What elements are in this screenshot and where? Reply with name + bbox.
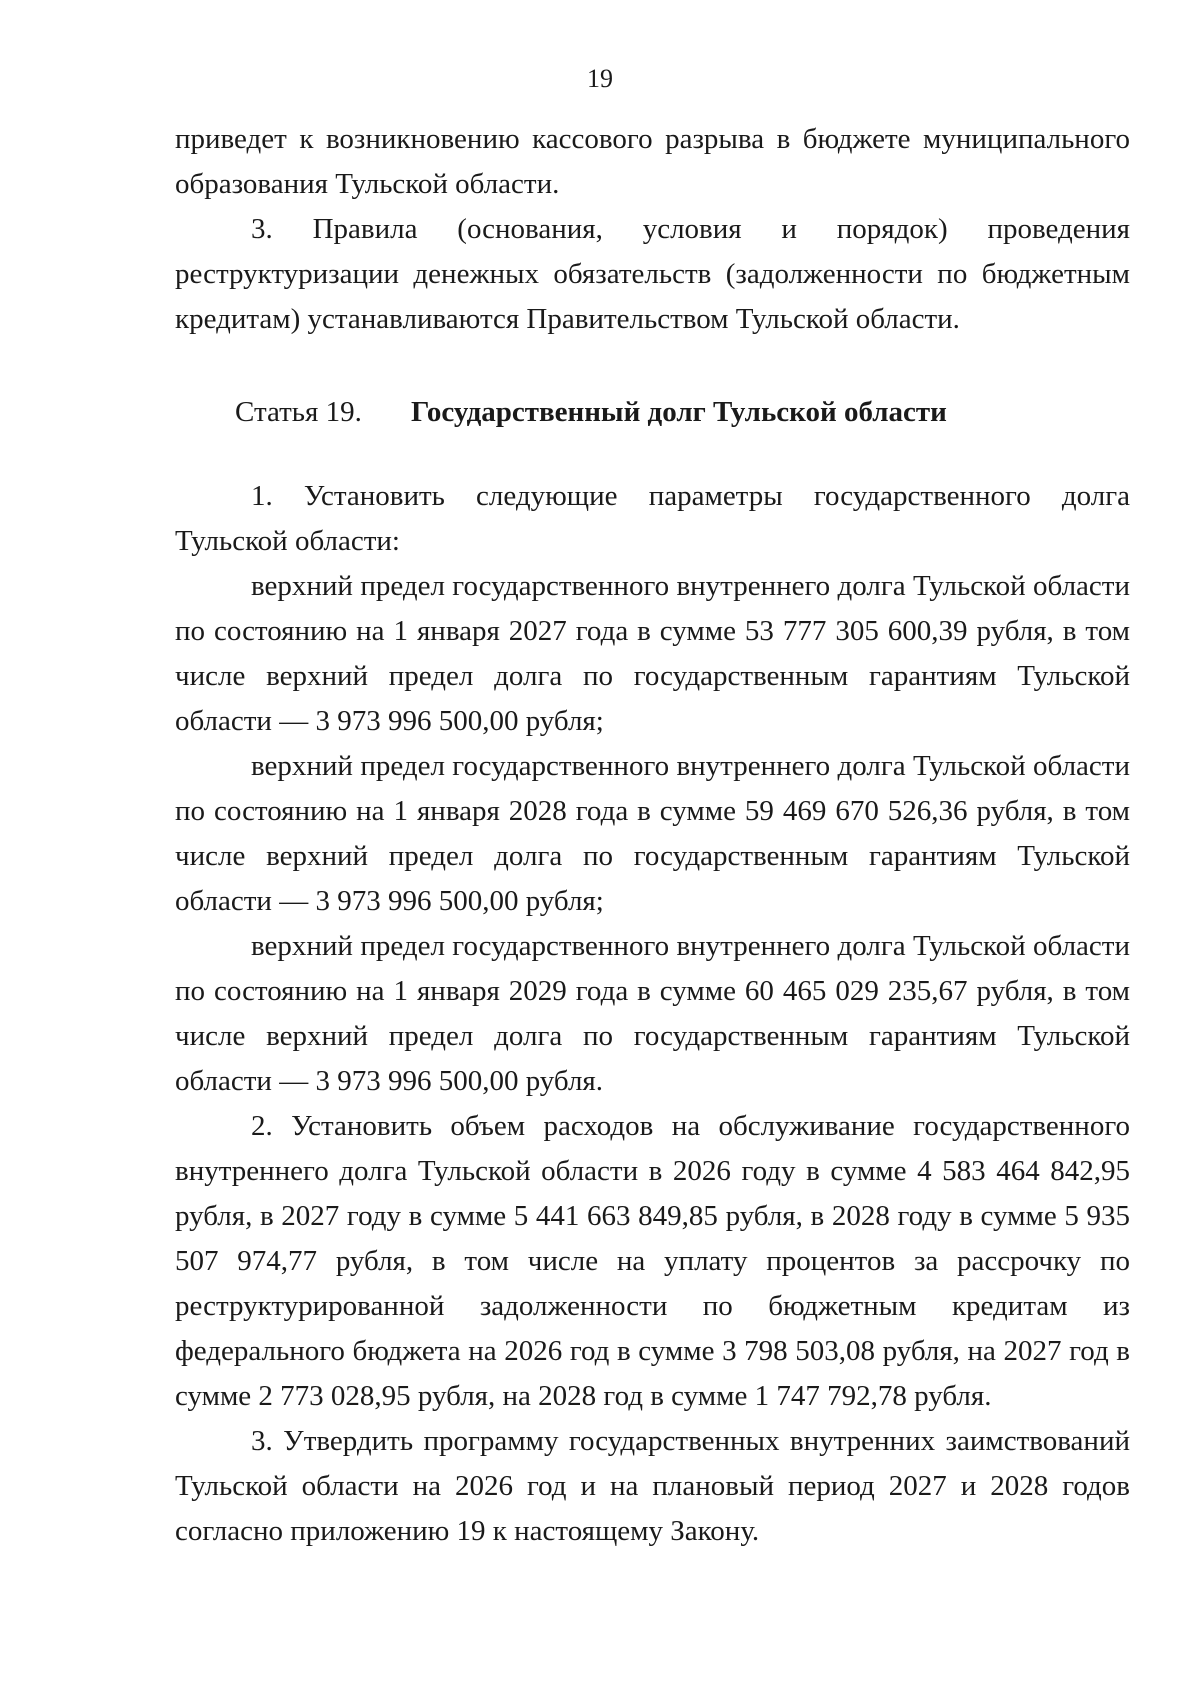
paragraph-borrowing-program: 3. Утвердить программу государственных внутренних заимствований Тульской области на 2026 год и на плановый период 2027 и 2028 годов согласно приложению 19 к настоящему Закону. <box>175 1425 1130 1547</box>
page-number: 19 <box>587 64 613 93</box>
article-title: Государственный долг Тульской области <box>411 396 947 428</box>
paragraph-debt-limit-2029: верхний предел государственного внутреннего долга Тульской области по состоянию на 1 января 2029 года в сумме 60 465 029 235,67 рубля, в том числе верхний предел долга по государственным гарантиям Тульской области — 3 973 996 500,00 рубля. <box>175 930 1130 1097</box>
article-label: Статья 19. <box>235 396 362 428</box>
intro-text <box>175 117 1130 342</box>
article-body <box>175 474 1130 1554</box>
article-heading <box>235 392 1135 432</box>
paragraph-restructuring-rules: 3. Правила (основания, условия и порядок) проведения реструктуризации денежных обязательств (задолженности по бюджетным кредитам) устанавливаются Правительством Тульской области. <box>175 213 1130 335</box>
paragraph-debt-parameters: 1. Установить следующие параметры государственного долга Тульской области: <box>175 480 1130 557</box>
paragraph-debt-service-expenses: 2. Установить объем расходов на обслуживание государственного внутреннего долга Тульской области в 2026 году в сумме 4 583 464 842,95 рубля, в 2027 году в сумме 5 441 663 849,85 рубля, в 2028 году в сумме 5 935 507 974,77 рубля, в том числе на уплату процентов за рассрочку по реструктурированной задолженности по бюджетным кредитам из федерального бюджета на 2026 год в сумме 3 798 503,08 рубля, на 2027 год в сумме 2 773 028,95 рубля, на 2028 год в сумме 1 747 792,78 рубля. <box>175 1110 1130 1412</box>
paragraph-continuation: приведет к возникновению кассового разрыва в бюджете муниципального образования Тульской области. <box>175 123 1130 200</box>
paragraph-debt-limit-2028: верхний предел государственного внутреннего долга Тульской области по состоянию на 1 января 2028 года в сумме 59 469 670 526,36 рубля, в том числе верхний предел долга по государственным гарантиям Тульской области — 3 973 996 500,00 рубля; <box>175 750 1130 917</box>
paragraph-debt-limit-2027: верхний предел государственного внутреннего долга Тульской области по состоянию на 1 января 2027 года в сумме 53 777 305 600,39 рубля, в том числе верхний предел долга по государственным гарантиям Тульской области — 3 973 996 500,00 рубля; <box>175 570 1130 737</box>
